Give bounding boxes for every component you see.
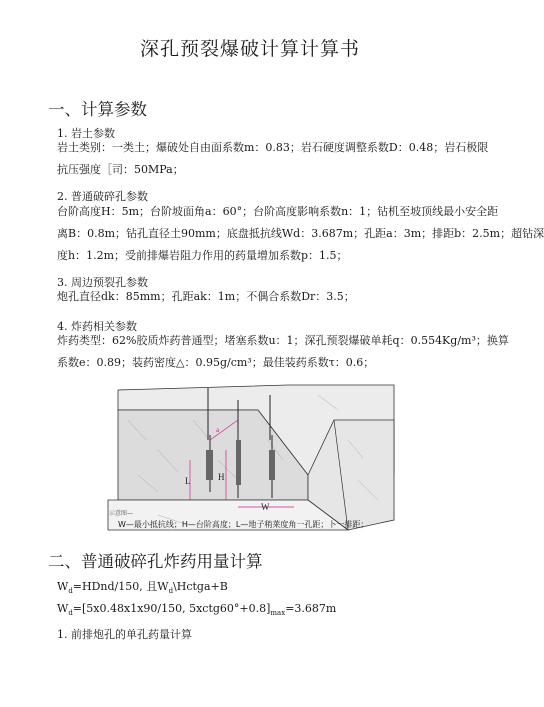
document-title: 深孔预裂爆破计算计算书 xyxy=(139,38,360,60)
text-line: 抗压强度［司：50MPa； xyxy=(57,163,184,176)
text-line: 台阶高度H：5m；台阶坡面角a：60°；台阶高度影响系数n：1；钻机至坡顶线最小安全距 xyxy=(57,205,499,218)
subheading-blast-hole-params: 2. 普通破碎孔参数 xyxy=(57,190,148,203)
figure-caption: W—最小抵抗线；H—台阶高度；L—地子稍莱度角一孔距；卜一排距； xyxy=(118,520,369,529)
label-W: W xyxy=(261,502,270,512)
subheading-rock-params: 1. 岩土参数 xyxy=(57,127,115,140)
subheading-front-row-charge: 1. 前排炮孔的单孔药量计算 xyxy=(57,628,192,641)
rock-params-text xyxy=(57,137,489,181)
label-H: H xyxy=(218,472,225,482)
text-line: 炮孔直径dk：85mm；孔距ak：1m；不偶合系数Dr：3.5； xyxy=(57,290,355,303)
explosive-params-text xyxy=(57,330,509,374)
bench-blasting-diagram xyxy=(98,380,404,535)
label-a: a xyxy=(216,426,220,434)
figure-tag: 示意图— xyxy=(109,510,134,517)
subheading-presplit-params: 3. 周边预裂孔参数 xyxy=(57,276,148,289)
section1-heading: 一、计算参数 xyxy=(48,100,147,119)
subheading-explosive-params: 4. 炸药相关参数 xyxy=(57,320,137,333)
presplit-params-text xyxy=(57,286,449,308)
formula-wd-definition: $W_d=HDnd/150$, 且$W_d\backslash Hctga+B$ xyxy=(57,580,228,596)
label-L: L xyxy=(185,476,191,486)
text-line: 度h：1.2m；受前排爆岩阻力作用的药量增加系数p：1.5； xyxy=(57,249,348,262)
text-line: 炸药类型：62%胶质炸药普通型；堵塞系数u：1；深孔预裂爆破单耗q：0.554Kg/m³；换算 xyxy=(57,334,509,347)
formula-wd-result: $W_d=[5x0.48x1x90/150$, $5xctg60^\circ+0.8]_{max}=3.687m$ xyxy=(57,602,337,618)
text-line: 系数e：0.89；装药密度△：0.95g/cm³；最佳装药系数τ：0.6； xyxy=(57,356,375,369)
section2-heading: 二、普通破碎孔炸药用量计算 xyxy=(48,552,263,571)
blast-hole-params-text xyxy=(57,201,544,267)
text-line: 岩土类别：一类土；爆破处自由面系数m：0.83；岩石硬度调整系数D：0.48；岩石极限 xyxy=(57,141,489,154)
text-line: 离B：0.8m；钻孔直径土90mm；底盘抵抗线Wd：3.687m；孔距a：3m；排距b：2.5m；超钻深 xyxy=(57,227,544,240)
